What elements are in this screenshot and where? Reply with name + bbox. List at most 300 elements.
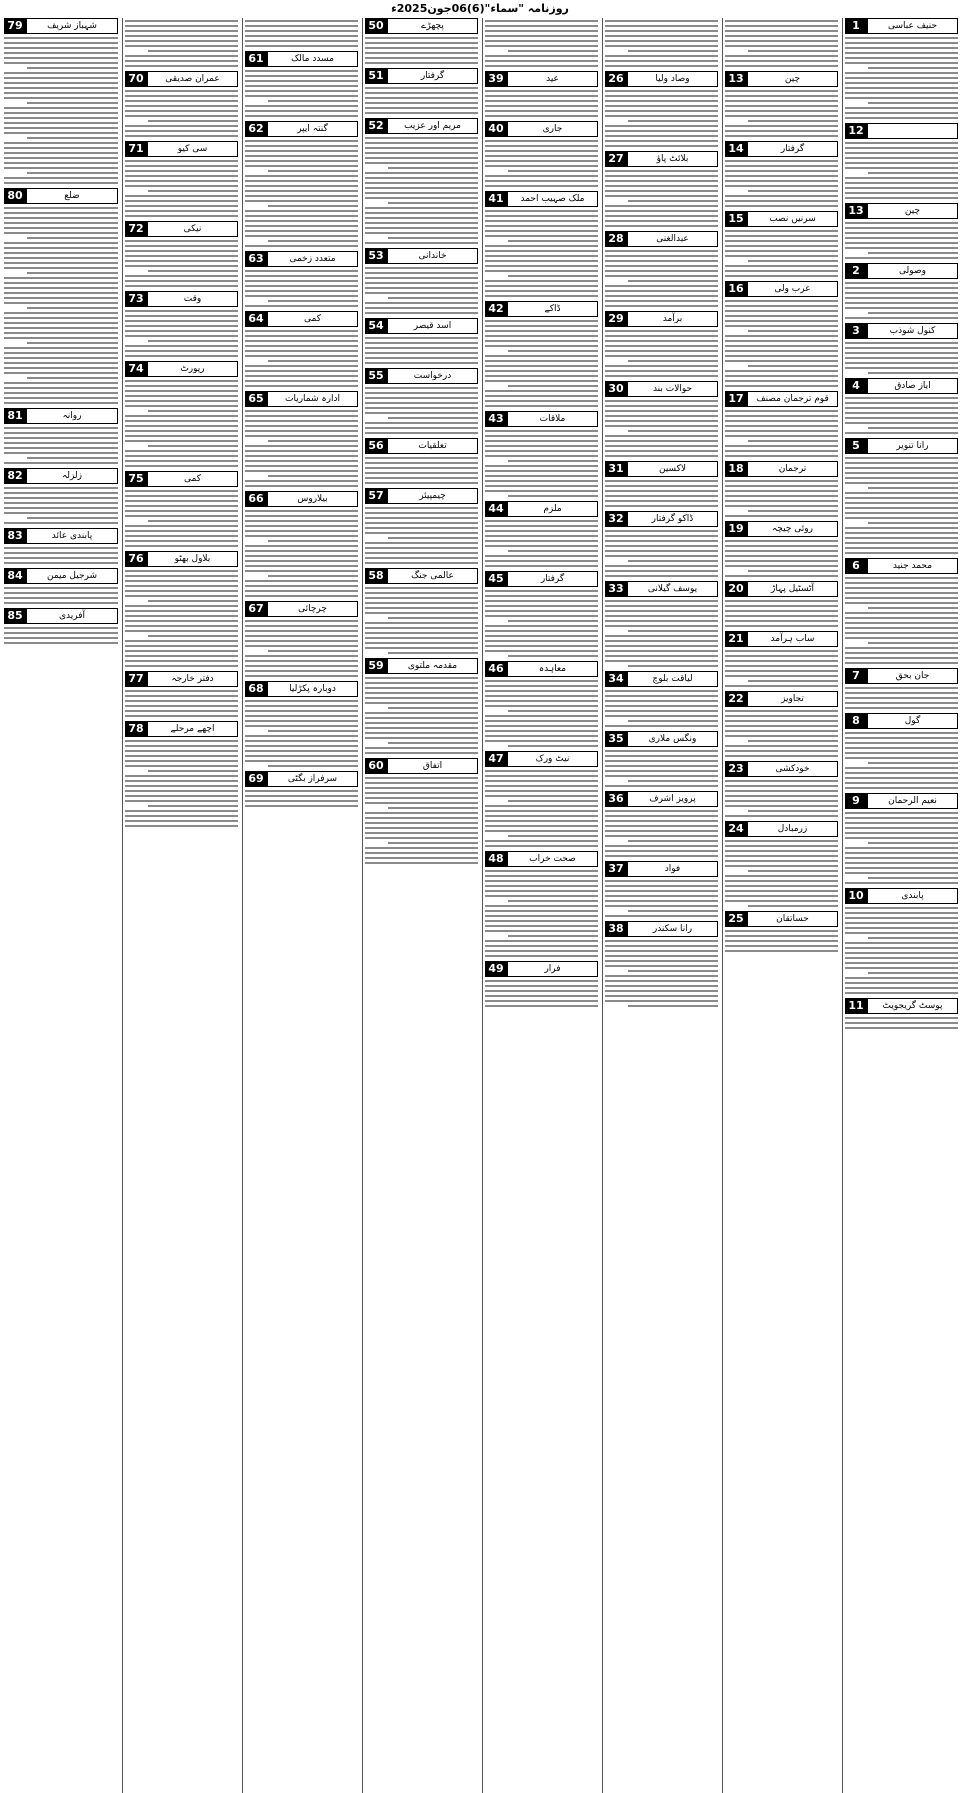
headline-bar bbox=[365, 118, 478, 134]
text-line bbox=[125, 545, 238, 547]
text-line bbox=[125, 825, 238, 827]
text-line bbox=[845, 77, 958, 79]
text-line bbox=[628, 970, 718, 972]
item-number: 27 bbox=[605, 151, 627, 167]
text-line bbox=[365, 52, 478, 54]
text-line bbox=[868, 67, 958, 69]
text-line bbox=[485, 25, 598, 27]
text-line bbox=[605, 485, 718, 487]
item-number: 36 bbox=[605, 791, 627, 807]
text-line bbox=[125, 765, 238, 767]
text-line bbox=[845, 917, 958, 919]
headline-label: لیاقت بلوچ bbox=[627, 671, 718, 687]
headline-bar bbox=[605, 151, 718, 167]
headline-bar bbox=[4, 188, 118, 204]
text-line bbox=[725, 675, 838, 677]
text-line bbox=[845, 787, 958, 789]
text-line bbox=[245, 640, 358, 642]
text-line bbox=[125, 815, 238, 817]
headline-bar bbox=[125, 671, 238, 687]
item-number: 68 bbox=[245, 681, 267, 697]
text-line bbox=[485, 725, 598, 727]
headline-label: حنیف عباسی bbox=[867, 18, 958, 34]
text-line bbox=[845, 287, 958, 289]
text-line bbox=[725, 130, 838, 132]
headline-bar bbox=[245, 251, 358, 267]
text-line bbox=[4, 107, 118, 109]
text-line bbox=[245, 90, 358, 92]
text-line bbox=[605, 345, 718, 347]
text-line bbox=[845, 142, 958, 144]
text-line bbox=[725, 30, 838, 32]
text-line bbox=[725, 325, 838, 327]
text-line bbox=[605, 545, 718, 547]
text-line bbox=[485, 485, 598, 487]
text-line bbox=[725, 310, 838, 312]
text-line bbox=[725, 940, 838, 942]
text-line bbox=[485, 115, 598, 117]
text-line bbox=[245, 460, 358, 462]
article-text bbox=[485, 678, 598, 749]
text-line bbox=[725, 360, 838, 362]
text-line bbox=[4, 327, 118, 329]
text-line bbox=[748, 570, 838, 572]
text-line bbox=[485, 340, 598, 342]
text-line bbox=[605, 400, 718, 402]
text-line bbox=[125, 165, 238, 167]
text-line bbox=[845, 542, 958, 544]
item-number: 73 bbox=[125, 291, 147, 307]
headline-label: ساب ہرآمد bbox=[747, 631, 838, 647]
text-line bbox=[725, 380, 838, 382]
text-line bbox=[4, 507, 118, 509]
text-line bbox=[125, 780, 238, 782]
text-line bbox=[845, 362, 958, 364]
text-line bbox=[605, 715, 718, 717]
text-line bbox=[125, 460, 238, 462]
text-line bbox=[125, 795, 238, 797]
text-line bbox=[508, 550, 598, 552]
text-line bbox=[725, 485, 838, 487]
headline-label: مسدد مالک bbox=[267, 51, 358, 67]
text-line bbox=[245, 40, 358, 42]
headline-bar bbox=[485, 301, 598, 317]
news-item bbox=[485, 501, 598, 569]
text-line bbox=[125, 605, 238, 607]
text-line bbox=[845, 707, 958, 709]
text-line bbox=[125, 40, 238, 42]
text-line bbox=[245, 635, 358, 637]
text-line bbox=[27, 237, 118, 239]
text-line bbox=[245, 380, 358, 382]
text-line bbox=[365, 392, 478, 394]
headline-label: تعلقیات bbox=[387, 438, 478, 454]
text-line bbox=[4, 372, 118, 374]
article-text bbox=[4, 545, 118, 566]
text-line bbox=[4, 152, 118, 154]
text-line bbox=[845, 752, 958, 754]
headline-bar bbox=[845, 668, 958, 684]
text-line bbox=[485, 555, 598, 557]
text-line bbox=[245, 445, 358, 447]
article-text bbox=[4, 585, 118, 606]
text-line bbox=[365, 797, 478, 799]
text-line bbox=[725, 670, 838, 672]
text-line bbox=[845, 147, 958, 149]
headline-bar bbox=[365, 68, 478, 84]
text-line bbox=[245, 280, 358, 282]
text-line bbox=[845, 462, 958, 464]
text-line bbox=[365, 627, 478, 629]
text-line bbox=[605, 490, 718, 492]
article-text bbox=[365, 385, 478, 436]
text-line bbox=[605, 650, 718, 652]
news-item bbox=[605, 18, 718, 69]
text-line bbox=[868, 842, 958, 844]
text-line bbox=[148, 410, 238, 412]
text-line bbox=[725, 560, 838, 562]
text-line bbox=[485, 285, 598, 287]
text-line bbox=[845, 532, 958, 534]
headline-label: ملزم bbox=[507, 501, 598, 517]
item-number: 3 bbox=[845, 323, 867, 339]
text-line bbox=[508, 275, 598, 277]
headline-label: گول bbox=[867, 713, 958, 729]
text-line bbox=[125, 130, 238, 132]
text-line bbox=[125, 740, 238, 742]
item-number: 58 bbox=[365, 568, 387, 584]
news-item bbox=[605, 231, 718, 309]
item-number: 61 bbox=[245, 51, 267, 67]
news-item bbox=[245, 311, 358, 389]
text-line bbox=[628, 50, 718, 52]
news-item bbox=[485, 661, 598, 749]
headline-label: سرفراز بگٹی bbox=[267, 771, 358, 787]
item-number: 75 bbox=[125, 471, 147, 487]
item-number: 38 bbox=[605, 921, 627, 937]
text-line bbox=[245, 515, 358, 517]
text-line bbox=[485, 1000, 598, 1002]
text-line bbox=[725, 840, 838, 842]
text-line bbox=[485, 565, 598, 567]
text-line bbox=[4, 592, 118, 594]
text-line bbox=[245, 20, 358, 22]
article-text bbox=[4, 425, 118, 466]
article-text bbox=[845, 1015, 958, 1031]
text-line bbox=[725, 845, 838, 847]
headline-label: چین bbox=[747, 71, 838, 87]
text-line bbox=[605, 355, 718, 357]
text-line bbox=[365, 692, 478, 694]
text-line bbox=[365, 632, 478, 634]
text-line bbox=[125, 95, 238, 97]
news-item bbox=[725, 141, 838, 209]
text-line bbox=[485, 230, 598, 232]
text-line bbox=[845, 847, 958, 849]
headline-bar bbox=[485, 571, 598, 587]
item-number: 72 bbox=[125, 221, 147, 237]
text-line bbox=[485, 590, 598, 592]
text-line bbox=[148, 770, 238, 772]
news-column bbox=[362, 18, 478, 1793]
text-line bbox=[388, 807, 478, 809]
text-line bbox=[605, 25, 718, 27]
text-line bbox=[605, 555, 718, 557]
article-text bbox=[365, 35, 478, 66]
text-line bbox=[845, 587, 958, 589]
item-number: 20 bbox=[725, 581, 747, 597]
item-number: 63 bbox=[245, 251, 267, 267]
text-line bbox=[388, 297, 478, 299]
text-line bbox=[27, 307, 118, 309]
text-line bbox=[845, 1027, 958, 1029]
text-line bbox=[245, 235, 358, 237]
text-line bbox=[725, 445, 838, 447]
headline-label: سی کیو bbox=[147, 141, 238, 157]
text-line bbox=[125, 760, 238, 762]
text-line bbox=[605, 375, 718, 377]
text-line bbox=[365, 622, 478, 624]
text-line bbox=[245, 425, 358, 427]
text-line bbox=[725, 90, 838, 92]
news-column bbox=[842, 18, 958, 1793]
news-item bbox=[845, 263, 958, 321]
text-line bbox=[125, 490, 238, 492]
text-line bbox=[125, 125, 238, 127]
text-line bbox=[485, 185, 598, 187]
text-line bbox=[605, 540, 718, 542]
news-item bbox=[725, 581, 838, 629]
text-line bbox=[365, 562, 478, 564]
text-line bbox=[725, 555, 838, 557]
headline-bar bbox=[365, 658, 478, 674]
text-line bbox=[725, 375, 838, 377]
text-line bbox=[605, 695, 718, 697]
item-number: 18 bbox=[725, 461, 747, 477]
text-line bbox=[845, 347, 958, 349]
text-line bbox=[725, 875, 838, 877]
news-item bbox=[725, 631, 838, 689]
text-line bbox=[485, 490, 598, 492]
article-text bbox=[485, 588, 598, 659]
headline-label: فواد bbox=[627, 861, 718, 877]
text-line bbox=[4, 162, 118, 164]
text-line bbox=[485, 455, 598, 457]
news-item bbox=[365, 438, 478, 486]
article-text bbox=[605, 168, 718, 229]
text-line bbox=[605, 645, 718, 647]
text-line bbox=[605, 600, 718, 602]
headline-label: گنتہ ایپر bbox=[267, 121, 358, 137]
text-line bbox=[4, 367, 118, 369]
text-line bbox=[748, 870, 838, 872]
text-line bbox=[365, 857, 478, 859]
item-number: 28 bbox=[605, 231, 627, 247]
text-line bbox=[605, 940, 718, 942]
text-line bbox=[4, 282, 118, 284]
text-line bbox=[365, 462, 478, 464]
headline-label: کمی bbox=[147, 471, 238, 487]
text-line bbox=[268, 205, 358, 207]
article-text bbox=[725, 88, 838, 139]
text-line bbox=[605, 835, 718, 837]
news-item bbox=[605, 71, 718, 149]
text-line bbox=[605, 830, 718, 832]
text-line bbox=[245, 145, 358, 147]
text-line bbox=[485, 400, 598, 402]
news-item bbox=[125, 551, 238, 669]
news-item bbox=[365, 318, 478, 366]
text-line bbox=[365, 737, 478, 739]
news-item bbox=[245, 681, 358, 769]
item-number: 85 bbox=[4, 608, 26, 624]
text-line bbox=[365, 817, 478, 819]
text-line bbox=[628, 780, 718, 782]
text-line bbox=[125, 630, 238, 632]
text-line bbox=[845, 872, 958, 874]
text-line bbox=[245, 200, 358, 202]
text-line bbox=[485, 440, 598, 442]
news-item bbox=[125, 141, 238, 219]
text-line bbox=[725, 805, 838, 807]
headline-bar bbox=[365, 18, 478, 34]
text-line bbox=[725, 320, 838, 322]
text-line bbox=[485, 950, 598, 952]
text-line bbox=[245, 800, 358, 802]
text-line bbox=[245, 370, 358, 372]
article-text bbox=[485, 428, 598, 499]
text-line bbox=[4, 142, 118, 144]
text-line bbox=[125, 440, 238, 442]
text-line bbox=[485, 40, 598, 42]
headline-label: روئی چیچہ bbox=[747, 521, 838, 537]
text-line bbox=[485, 715, 598, 717]
text-line bbox=[845, 512, 958, 514]
item-number: 2 bbox=[845, 263, 867, 279]
text-line bbox=[485, 375, 598, 377]
text-line bbox=[245, 755, 358, 757]
text-line bbox=[508, 350, 598, 352]
item-number: 43 bbox=[485, 411, 507, 427]
text-line bbox=[605, 825, 718, 827]
article-text bbox=[845, 730, 958, 791]
text-line bbox=[508, 170, 598, 172]
text-line bbox=[388, 417, 478, 419]
article-text bbox=[365, 775, 478, 866]
text-line bbox=[508, 800, 598, 802]
headline-bar bbox=[125, 221, 238, 237]
headline-bar bbox=[605, 461, 718, 477]
text-line bbox=[845, 227, 958, 229]
text-line bbox=[605, 205, 718, 207]
headline-label: نیٹ ورک bbox=[507, 751, 598, 767]
text-line bbox=[725, 300, 838, 302]
text-line bbox=[485, 155, 598, 157]
text-line bbox=[245, 220, 358, 222]
text-line bbox=[605, 255, 718, 257]
text-line bbox=[365, 287, 478, 289]
headline-bar bbox=[125, 721, 238, 737]
text-line bbox=[245, 115, 358, 117]
headline-label: شرجیل میمن bbox=[26, 568, 118, 584]
text-line bbox=[148, 340, 238, 342]
text-line bbox=[125, 655, 238, 657]
news-item bbox=[845, 793, 958, 886]
text-line bbox=[245, 155, 358, 157]
article-text bbox=[605, 248, 718, 309]
text-line bbox=[605, 845, 718, 847]
text-line bbox=[725, 35, 838, 37]
text-line bbox=[605, 60, 718, 62]
text-line bbox=[725, 895, 838, 897]
headline-label: نعیم الرحمان bbox=[867, 793, 958, 809]
text-line bbox=[605, 420, 718, 422]
article-text bbox=[365, 135, 478, 246]
text-line bbox=[4, 587, 118, 589]
headline-bar bbox=[485, 71, 598, 87]
text-line bbox=[125, 690, 238, 692]
text-line bbox=[845, 822, 958, 824]
text-line bbox=[485, 810, 598, 812]
text-line bbox=[868, 102, 958, 104]
news-item bbox=[245, 51, 358, 119]
article-text bbox=[845, 280, 958, 321]
text-line bbox=[4, 242, 118, 244]
item-number: 70 bbox=[125, 71, 147, 87]
text-line bbox=[268, 360, 358, 362]
text-line bbox=[245, 670, 358, 672]
text-line bbox=[605, 990, 718, 992]
text-line bbox=[125, 810, 238, 812]
text-line bbox=[605, 195, 718, 197]
text-line bbox=[365, 222, 478, 224]
item-number: 42 bbox=[485, 301, 507, 317]
item-number: 29 bbox=[605, 311, 627, 327]
news-item bbox=[725, 211, 838, 279]
text-line bbox=[245, 700, 358, 702]
text-line bbox=[845, 417, 958, 419]
text-line bbox=[125, 260, 238, 262]
text-line bbox=[748, 260, 838, 262]
text-line bbox=[365, 112, 478, 114]
headline-bar bbox=[245, 391, 358, 407]
text-line bbox=[125, 255, 238, 257]
text-line bbox=[125, 425, 238, 427]
text-line bbox=[845, 747, 958, 749]
headline-bar bbox=[125, 551, 238, 567]
text-line bbox=[365, 822, 478, 824]
headline-label: معاہدہ bbox=[507, 661, 598, 677]
text-line bbox=[485, 480, 598, 482]
headline-bar bbox=[845, 263, 958, 279]
text-line bbox=[485, 985, 598, 987]
text-line bbox=[605, 890, 718, 892]
text-line bbox=[485, 140, 598, 142]
text-line bbox=[485, 270, 598, 272]
text-line bbox=[845, 507, 958, 509]
text-line bbox=[605, 765, 718, 767]
text-line bbox=[508, 935, 598, 937]
text-line bbox=[605, 950, 718, 952]
text-line bbox=[868, 937, 958, 939]
text-line bbox=[388, 842, 478, 844]
text-line bbox=[725, 610, 838, 612]
text-line bbox=[125, 500, 238, 502]
headline-bar bbox=[725, 581, 838, 597]
headline-label: گرفتار bbox=[507, 571, 598, 587]
headline-label: آٹسٹیل پہاڑ bbox=[747, 581, 838, 597]
text-line bbox=[245, 450, 358, 452]
